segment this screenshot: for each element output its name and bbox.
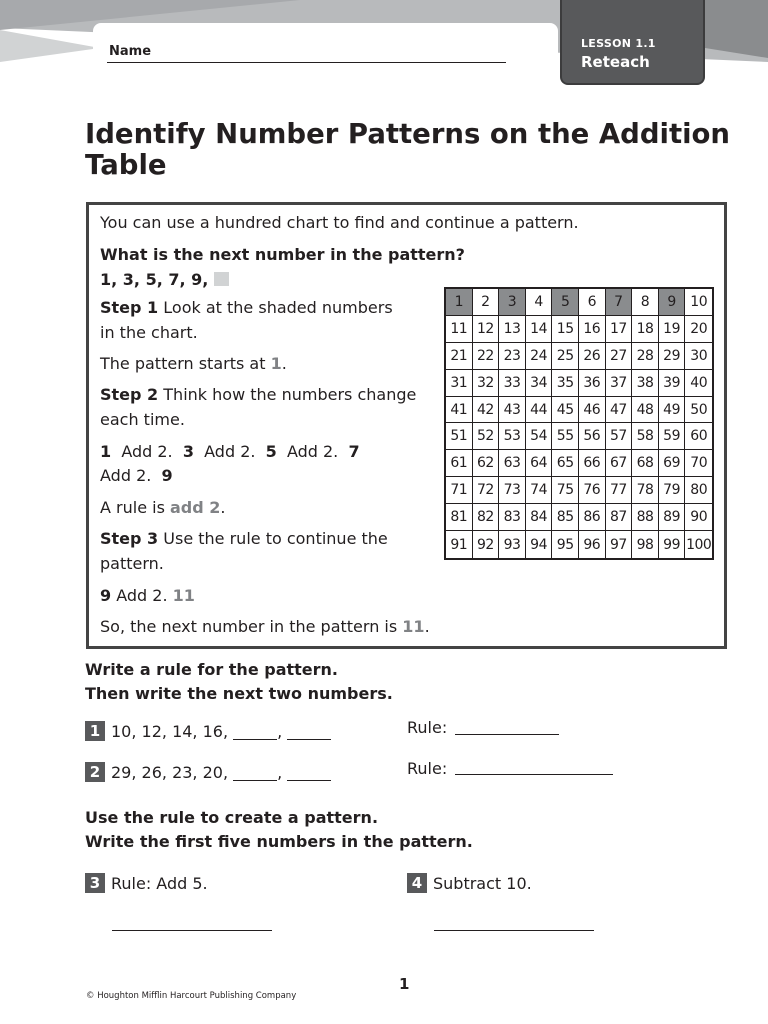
chart-cell: 23 [499, 343, 526, 370]
problem-2-rule [407, 757, 447, 781]
chart-cell: 8 [632, 289, 659, 316]
chart-cell: 34 [526, 370, 553, 397]
conclusion-value: 11 [402, 617, 425, 636]
chart-cell: 84 [526, 504, 553, 531]
comma: , [277, 722, 283, 741]
question-text: What is the next number in the pattern? [100, 245, 465, 264]
chart-cell: 47 [606, 397, 633, 424]
chart-cell: 66 [579, 450, 606, 477]
chart-cell: 21 [446, 343, 473, 370]
rule-answer-line[interactable] [455, 774, 613, 775]
chart-cell: 30 [685, 343, 712, 370]
chart-cell: 96 [579, 531, 606, 558]
name-card [93, 23, 558, 77]
chart-cell: 4 [526, 289, 553, 316]
rule-label: Rule: [407, 718, 448, 737]
chart-cell: 36 [579, 370, 606, 397]
rule-label: Rule: [407, 759, 448, 778]
chart-cell: 10 [685, 289, 712, 316]
chart-cell: 88 [632, 504, 659, 531]
intro-text: You can use a hundred chart to find and continue a pattern. [100, 213, 579, 232]
chart-cell: 69 [659, 450, 686, 477]
chart-cell: 72 [473, 477, 500, 504]
answer-blank[interactable] [287, 765, 331, 781]
chart-cell: 63 [499, 450, 526, 477]
name-label: Name [109, 44, 152, 59]
change-num: 3 [182, 442, 194, 461]
chart-cell: 24 [526, 343, 553, 370]
problem-text: Subtract 10. [433, 874, 532, 893]
chart-cell: 37 [606, 370, 633, 397]
chart-cell: 82 [473, 504, 500, 531]
change-num: 9 [161, 466, 173, 485]
chart-cell: 11 [446, 316, 473, 343]
chart-cell: 59 [659, 423, 686, 450]
chart-cell: 49 [659, 397, 686, 424]
problem-1-rule [407, 716, 447, 740]
chart-cell: 40 [685, 370, 712, 397]
answer-blank[interactable] [233, 765, 277, 781]
chart-cell: 67 [606, 450, 633, 477]
change-row [100, 440, 360, 464]
chart-cell: 1 [446, 289, 473, 316]
lesson-tab [560, 0, 705, 85]
chart-cell: 6 [579, 289, 606, 316]
change-text: Add 2. [121, 442, 173, 461]
calc-result: 11 [172, 586, 195, 605]
chart-cell: 26 [579, 343, 606, 370]
pattern-start-value: 1 [270, 354, 282, 373]
chart-cell: 31 [446, 370, 473, 397]
chart-cell: 32 [473, 370, 500, 397]
step3-text-a: Use the rule to continue the [163, 529, 388, 548]
problem-sequence: 29, 26, 23, 20, [111, 763, 229, 782]
chart-cell: 100 [686, 536, 712, 553]
chart-cell: 33 [499, 370, 526, 397]
chart-cell: 19 [659, 316, 686, 343]
answer-blank[interactable] [233, 724, 277, 740]
section1-instruction-b: Then write the next two numbers. [85, 684, 393, 703]
chart-cell: 28 [632, 343, 659, 370]
pattern-answer-line[interactable] [434, 930, 594, 931]
chart-cell: 87 [606, 504, 633, 531]
calc-start: 9 [100, 586, 112, 605]
unknown-box [214, 272, 229, 286]
page-title: Identify Number Patterns on the Addition Table [85, 118, 731, 181]
chart-cell: 29 [659, 343, 686, 370]
chart-cell: 65 [552, 450, 579, 477]
chart-cell: 7 [606, 289, 633, 316]
rule-line: A rule is add 2. [100, 498, 226, 517]
problem-number-badge: 1 [85, 721, 105, 741]
chart-cell: 14 [526, 316, 553, 343]
chart-cell: 15 [552, 316, 579, 343]
chart-cell: 52 [473, 423, 500, 450]
chart-cell: 42 [473, 397, 500, 424]
chart-cell: 61 [446, 450, 473, 477]
chart-cell: 90 [685, 504, 712, 531]
rule-answer-line[interactable] [455, 734, 559, 735]
chart-cell: 93 [499, 531, 526, 558]
copyright: © Houghton Mifflin Harcourt Publishing Company [86, 991, 297, 1001]
problem-1 [85, 720, 331, 744]
lesson-type: Reteach [581, 53, 650, 71]
chart-cell: 73 [499, 477, 526, 504]
chart-cell: 53 [499, 423, 526, 450]
rule-text: A rule is [100, 498, 165, 517]
chart-cell: 16 [579, 316, 606, 343]
chart-cell: 58 [632, 423, 659, 450]
answer-blank[interactable] [287, 724, 331, 740]
chart-cell: 22 [473, 343, 500, 370]
chart-cell: 70 [685, 450, 712, 477]
chart-cell: 57 [606, 423, 633, 450]
chart-cell: 60 [685, 423, 712, 450]
chart-cell: 81 [446, 504, 473, 531]
chart-cell: 62 [473, 450, 500, 477]
chart-cell: 9 [659, 289, 686, 316]
sequence-line [100, 268, 229, 292]
pattern-start-text: The pattern starts at [100, 354, 266, 373]
chart-cell: 95 [552, 531, 579, 558]
change-text: Add 2. [204, 442, 256, 461]
chart-cell: 68 [632, 450, 659, 477]
chart-cell: 46 [579, 397, 606, 424]
chart-cell: 20 [685, 316, 712, 343]
step2-label: Step 2 [100, 385, 159, 404]
chart-cell: 41 [446, 397, 473, 424]
chart-cell: 98 [632, 531, 659, 558]
name-line[interactable] [107, 62, 506, 63]
problem-text: Rule: Add 5. [111, 874, 208, 893]
chart-cell: 38 [632, 370, 659, 397]
chart-cell: 78 [632, 477, 659, 504]
chart-cell: 45 [552, 397, 579, 424]
chart-cell: 48 [632, 397, 659, 424]
hundred-chart [444, 287, 714, 560]
rule-value: add 2 [170, 498, 221, 517]
chart-cell: 92 [473, 531, 500, 558]
lesson-number: LESSON 1.1 [581, 37, 656, 50]
chart-cell: 27 [606, 343, 633, 370]
chart-cell: 75 [552, 477, 579, 504]
section1-instruction-a: Write a rule for the pattern. [85, 660, 338, 679]
chart-cell: 54 [526, 423, 553, 450]
chart-cell: 99 [659, 531, 686, 558]
chart-cell: 76 [579, 477, 606, 504]
chart-cell: 13 [499, 316, 526, 343]
problem-number-badge: 3 [85, 873, 105, 893]
pattern-answer-line[interactable] [112, 930, 272, 931]
chart-cell: 56 [579, 423, 606, 450]
problem-2 [85, 761, 331, 785]
step3-text-b: pattern. [100, 554, 164, 573]
step2-text-a: Think how the numbers change [163, 385, 417, 404]
problem-4 [407, 872, 532, 896]
step1-text-a: Look at the shaded numbers [163, 298, 393, 317]
step3-line-a [100, 527, 388, 551]
calc-line [100, 584, 195, 608]
step2-line-a [100, 383, 416, 407]
chart-cell: 94 [526, 531, 553, 558]
chart-cell: 85 [552, 504, 579, 531]
chart-cell: 12 [473, 316, 500, 343]
change-num: 5 [265, 442, 277, 461]
problem-number-badge: 2 [85, 762, 105, 782]
change-text: Add 2. [100, 466, 152, 485]
chart-cell: 2 [473, 289, 500, 316]
chart-cell: 25 [552, 343, 579, 370]
chart-cell: 50 [685, 397, 712, 424]
page-number: 1 [399, 975, 410, 993]
chart-cell: 18 [632, 316, 659, 343]
problem-sequence: 10, 12, 14, 16, [111, 722, 229, 741]
chart-cell: 77 [606, 477, 633, 504]
chart-cell: 43 [499, 397, 526, 424]
section2-instruction-a: Use the rule to create a pattern. [85, 808, 379, 827]
step1-line-a [100, 296, 393, 320]
chart-cell: 39 [659, 370, 686, 397]
step1-text-b: in the chart. [100, 323, 198, 342]
chart-cell: 5 [552, 289, 579, 316]
chart-cell: 79 [659, 477, 686, 504]
problem-number-badge: 4 [407, 873, 427, 893]
pattern-start-line: The pattern starts at 1. [100, 354, 287, 373]
calc-op: Add 2. [116, 586, 168, 605]
section2-instruction-b: Write the first five numbers in the pattern. [85, 832, 473, 851]
chart-cell: 44 [526, 397, 553, 424]
chart-cell: 86 [579, 504, 606, 531]
chart-cell: 74 [526, 477, 553, 504]
problem-3 [85, 872, 208, 896]
chart-cell: 51 [446, 423, 473, 450]
chart-cell: 71 [446, 477, 473, 504]
change-num: 7 [348, 442, 360, 461]
change-num: 1 [100, 442, 112, 461]
comma: , [277, 763, 283, 782]
chart-cell: 17 [606, 316, 633, 343]
chart-cell: 3 [499, 289, 526, 316]
chart-cell: 97 [606, 531, 633, 558]
chart-cell: 83 [499, 504, 526, 531]
sequence-text: 1, 3, 5, 7, 9, [100, 270, 209, 289]
conclusion-text: So, the next number in the pattern is [100, 617, 398, 636]
step3-label: Step 3 [100, 529, 159, 548]
chart-cell: 91 [446, 531, 473, 558]
conclusion-line: So, the next number in the pattern is 11. [100, 617, 430, 636]
step2-text-b: each time. [100, 410, 185, 429]
chart-cell: 35 [552, 370, 579, 397]
change-row-2 [100, 464, 173, 488]
chart-cell: 64 [526, 450, 553, 477]
change-text: Add 2. [286, 442, 339, 461]
chart-cell: 55 [552, 423, 579, 450]
step1-label: Step 1 [100, 298, 159, 317]
chart-cell: 89 [659, 504, 686, 531]
chart-cell: 80 [685, 477, 712, 504]
